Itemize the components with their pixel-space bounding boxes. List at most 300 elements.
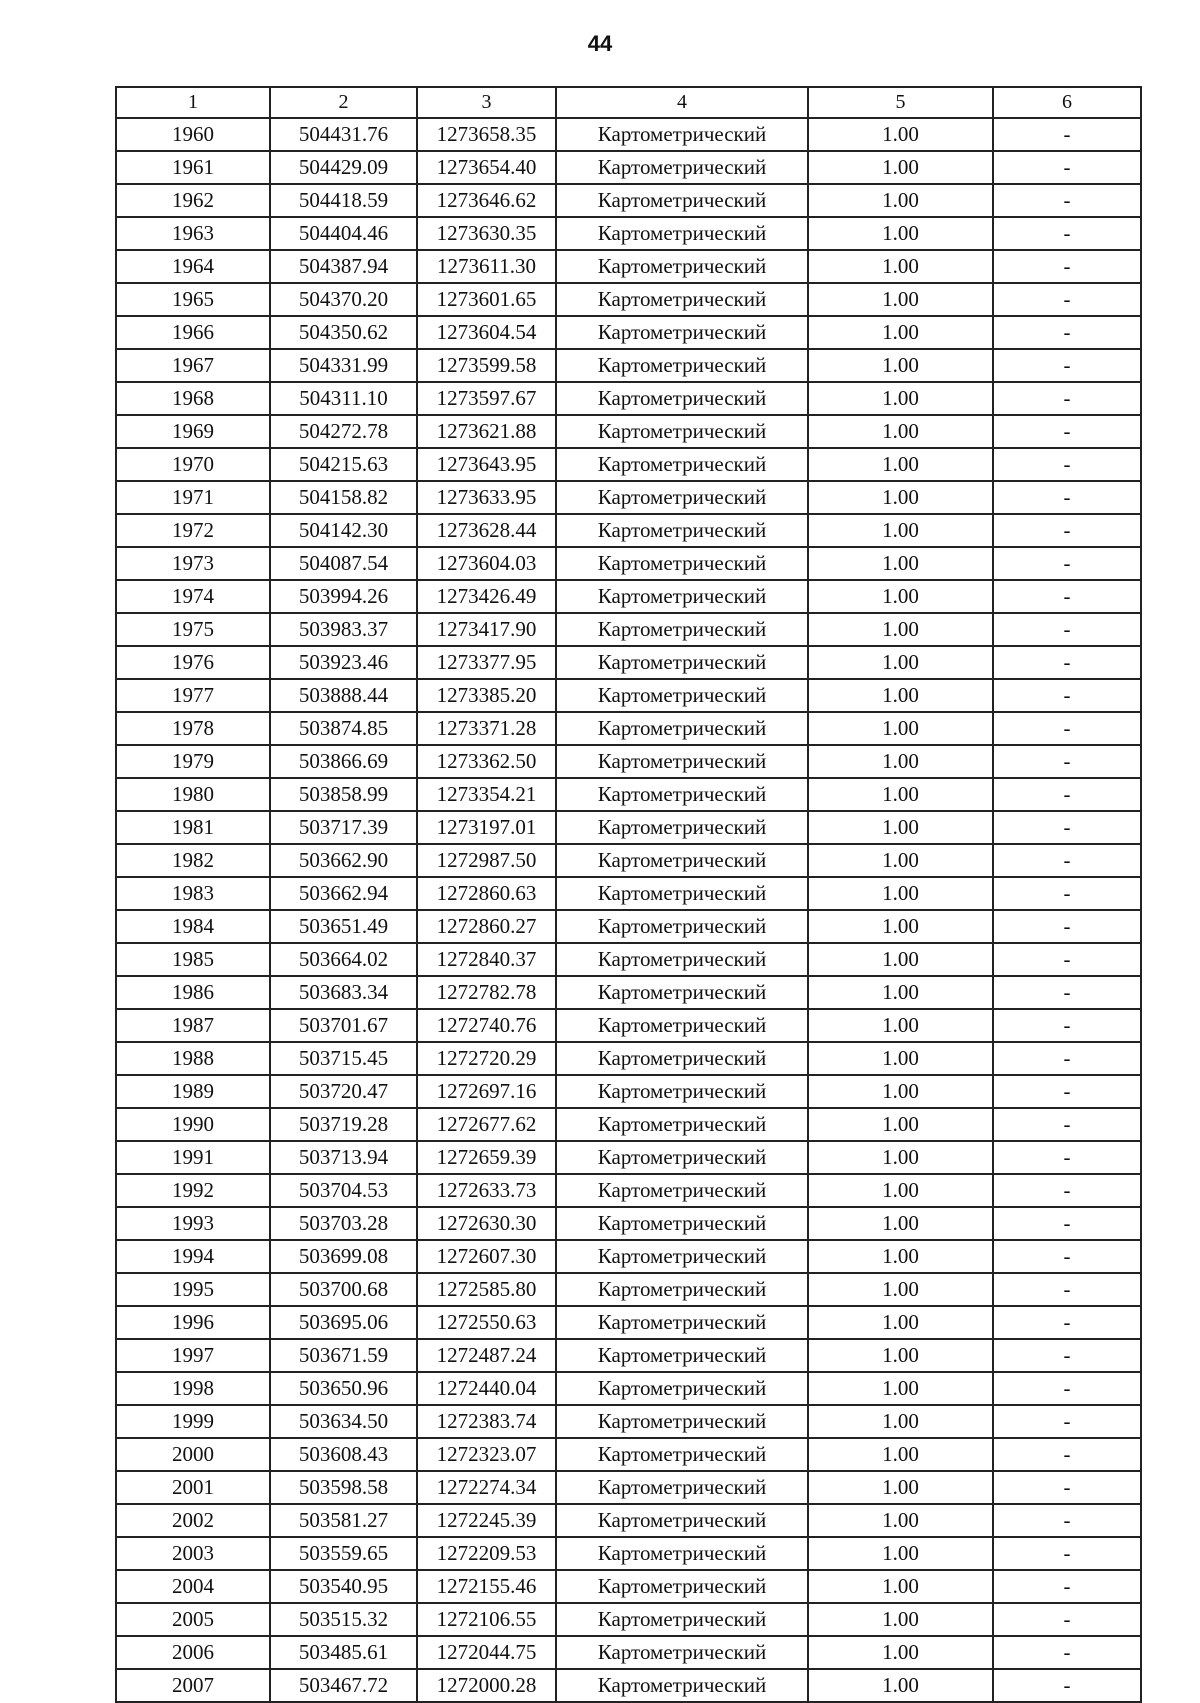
table-row: [116, 514, 1141, 547]
method-cell: Картометрический: [556, 1603, 808, 1636]
description-cell: -: [993, 283, 1141, 316]
table-row: [116, 613, 1141, 646]
y-coordinate-cell: 1272000.28: [417, 1669, 556, 1702]
accuracy-cell: 1.00: [808, 844, 993, 877]
x-coordinate-cell: 504350.62: [270, 316, 417, 349]
point-number-cell: 1999: [116, 1405, 270, 1438]
y-coordinate-cell: 1272550.63: [417, 1306, 556, 1339]
table-row: [116, 1108, 1141, 1141]
accuracy-cell: 1.00: [808, 1339, 993, 1372]
table-row: [116, 382, 1141, 415]
page-number: 44: [587, 31, 613, 56]
accuracy-cell: 1.00: [808, 1273, 993, 1306]
table-row: [116, 1174, 1141, 1207]
description-cell: -: [993, 1207, 1141, 1240]
point-number-cell: 2005: [116, 1603, 270, 1636]
table-row: [116, 1306, 1141, 1339]
table-row: [116, 250, 1141, 283]
point-number-cell: 1987: [116, 1009, 270, 1042]
description-cell: -: [993, 1174, 1141, 1207]
y-coordinate-cell: 1272323.07: [417, 1438, 556, 1471]
description-cell: -: [993, 877, 1141, 910]
y-coordinate-cell: 1273417.90: [417, 613, 556, 646]
description-cell: -: [993, 1108, 1141, 1141]
table-row: [116, 1570, 1141, 1603]
method-cell: Картометрический: [556, 1636, 808, 1669]
table-header: [116, 87, 1141, 118]
point-number-cell: 1977: [116, 679, 270, 712]
accuracy-cell: 1.00: [808, 646, 993, 679]
point-number-cell: 1963: [116, 217, 270, 250]
accuracy-cell: 1.00: [808, 1636, 993, 1669]
point-number-cell: 1988: [116, 1042, 270, 1075]
y-coordinate-cell: 1272487.24: [417, 1339, 556, 1372]
point-number-cell: 2000: [116, 1438, 270, 1471]
table-row: [116, 1240, 1141, 1273]
table-row: [116, 877, 1141, 910]
accuracy-cell: 1.00: [808, 1603, 993, 1636]
y-coordinate-cell: 1272860.27: [417, 910, 556, 943]
method-cell: Картометрический: [556, 415, 808, 448]
accuracy-cell: 1.00: [808, 1009, 993, 1042]
point-number-cell: 1973: [116, 547, 270, 580]
description-cell: -: [993, 1603, 1141, 1636]
accuracy-cell: 1.00: [808, 382, 993, 415]
method-cell: Картометрический: [556, 811, 808, 844]
point-number-cell: 1961: [116, 151, 270, 184]
x-coordinate-cell: 503719.28: [270, 1108, 417, 1141]
accuracy-cell: 1.00: [808, 745, 993, 778]
method-cell: Картометрический: [556, 1141, 808, 1174]
table-row: [116, 910, 1141, 943]
description-cell: -: [993, 481, 1141, 514]
x-coordinate-cell: 503485.61: [270, 1636, 417, 1669]
y-coordinate-cell: 1272440.04: [417, 1372, 556, 1405]
point-number-cell: 1992: [116, 1174, 270, 1207]
method-cell: Картометрический: [556, 646, 808, 679]
table-row: [116, 811, 1141, 844]
description-cell: -: [993, 547, 1141, 580]
method-cell: Картометрический: [556, 514, 808, 547]
y-coordinate-cell: 1273630.35: [417, 217, 556, 250]
x-coordinate-cell: 503683.34: [270, 976, 417, 1009]
column-header: 5: [808, 87, 993, 118]
x-coordinate-cell: 503704.53: [270, 1174, 417, 1207]
description-cell: -: [993, 745, 1141, 778]
description-cell: -: [993, 1471, 1141, 1504]
description-cell: -: [993, 1042, 1141, 1075]
method-cell: Картометрический: [556, 844, 808, 877]
description-cell: -: [993, 811, 1141, 844]
y-coordinate-cell: 1272155.46: [417, 1570, 556, 1603]
point-number-cell: 1997: [116, 1339, 270, 1372]
table-row: [116, 184, 1141, 217]
method-cell: Картометрический: [556, 1339, 808, 1372]
y-coordinate-cell: 1272659.39: [417, 1141, 556, 1174]
table-row: [116, 283, 1141, 316]
table-row: [116, 976, 1141, 1009]
column-header: 4: [556, 87, 808, 118]
accuracy-cell: 1.00: [808, 1240, 993, 1273]
x-coordinate-cell: 503715.45: [270, 1042, 417, 1075]
point-number-cell: 1995: [116, 1273, 270, 1306]
method-cell: Картометрический: [556, 1504, 808, 1537]
x-coordinate-cell: 503598.58: [270, 1471, 417, 1504]
table-row: [116, 1636, 1141, 1669]
point-number-cell: 1968: [116, 382, 270, 415]
point-number-cell: 1966: [116, 316, 270, 349]
point-number-cell: 1975: [116, 613, 270, 646]
point-number-cell: 1980: [116, 778, 270, 811]
accuracy-cell: 1.00: [808, 1471, 993, 1504]
x-coordinate-cell: 503923.46: [270, 646, 417, 679]
x-coordinate-cell: 504418.59: [270, 184, 417, 217]
accuracy-cell: 1.00: [808, 1537, 993, 1570]
description-cell: -: [993, 1537, 1141, 1570]
method-cell: Картометрический: [556, 547, 808, 580]
table-row: [116, 1603, 1141, 1636]
y-coordinate-cell: 1273633.95: [417, 481, 556, 514]
method-cell: Картометрический: [556, 1306, 808, 1339]
point-number-cell: 1960: [116, 118, 270, 151]
y-coordinate-cell: 1272274.34: [417, 1471, 556, 1504]
table-row: [116, 1009, 1141, 1042]
x-coordinate-cell: 503700.68: [270, 1273, 417, 1306]
description-cell: -: [993, 712, 1141, 745]
point-number-cell: 1994: [116, 1240, 270, 1273]
method-cell: Картометрический: [556, 1438, 808, 1471]
x-coordinate-cell: 504431.76: [270, 118, 417, 151]
y-coordinate-cell: 1273628.44: [417, 514, 556, 547]
y-coordinate-cell: 1272782.78: [417, 976, 556, 1009]
y-coordinate-cell: 1273362.50: [417, 745, 556, 778]
x-coordinate-cell: 503695.06: [270, 1306, 417, 1339]
accuracy-cell: 1.00: [808, 217, 993, 250]
y-coordinate-cell: 1273604.54: [417, 316, 556, 349]
method-cell: Картометрический: [556, 580, 808, 613]
point-number-cell: 1967: [116, 349, 270, 382]
point-number-cell: 1969: [116, 415, 270, 448]
accuracy-cell: 1.00: [808, 1207, 993, 1240]
y-coordinate-cell: 1273197.01: [417, 811, 556, 844]
x-coordinate-cell: 503651.49: [270, 910, 417, 943]
table-row: [116, 1372, 1141, 1405]
point-number-cell: 2004: [116, 1570, 270, 1603]
coordinates-table: [115, 86, 1142, 1703]
accuracy-cell: 1.00: [808, 448, 993, 481]
table-row: [116, 547, 1141, 580]
x-coordinate-cell: 503540.95: [270, 1570, 417, 1603]
accuracy-cell: 1.00: [808, 316, 993, 349]
method-cell: Картометрический: [556, 1669, 808, 1702]
description-cell: -: [993, 349, 1141, 382]
accuracy-cell: 1.00: [808, 547, 993, 580]
x-coordinate-cell: 504272.78: [270, 415, 417, 448]
method-cell: Картометрический: [556, 943, 808, 976]
accuracy-cell: 1.00: [808, 580, 993, 613]
description-cell: -: [993, 316, 1141, 349]
accuracy-cell: 1.00: [808, 151, 993, 184]
description-cell: -: [993, 1570, 1141, 1603]
description-cell: -: [993, 1405, 1141, 1438]
point-number-cell: 1965: [116, 283, 270, 316]
method-cell: Картометрический: [556, 1009, 808, 1042]
table-body: [116, 118, 1141, 1702]
point-number-cell: 1996: [116, 1306, 270, 1339]
method-cell: Картометрический: [556, 118, 808, 151]
accuracy-cell: 1.00: [808, 910, 993, 943]
table-row: [116, 679, 1141, 712]
y-coordinate-cell: 1272106.55: [417, 1603, 556, 1636]
x-coordinate-cell: 504158.82: [270, 481, 417, 514]
y-coordinate-cell: 1273604.03: [417, 547, 556, 580]
y-coordinate-cell: 1272840.37: [417, 943, 556, 976]
point-number-cell: 1981: [116, 811, 270, 844]
y-coordinate-cell: 1273658.35: [417, 118, 556, 151]
table-row: [116, 448, 1141, 481]
point-number-cell: 1989: [116, 1075, 270, 1108]
y-coordinate-cell: 1273377.95: [417, 646, 556, 679]
accuracy-cell: 1.00: [808, 481, 993, 514]
y-coordinate-cell: 1272860.63: [417, 877, 556, 910]
method-cell: Картометрический: [556, 1537, 808, 1570]
table-row: [116, 316, 1141, 349]
method-cell: Картометрический: [556, 481, 808, 514]
x-coordinate-cell: 503874.85: [270, 712, 417, 745]
y-coordinate-cell: 1273597.67: [417, 382, 556, 415]
x-coordinate-cell: 504331.99: [270, 349, 417, 382]
x-coordinate-cell: 503467.72: [270, 1669, 417, 1702]
table-row: [116, 646, 1141, 679]
point-number-cell: 1986: [116, 976, 270, 1009]
point-number-cell: 1990: [116, 1108, 270, 1141]
y-coordinate-cell: 1272044.75: [417, 1636, 556, 1669]
point-number-cell: 1970: [116, 448, 270, 481]
x-coordinate-cell: 503701.67: [270, 1009, 417, 1042]
x-coordinate-cell: 503858.99: [270, 778, 417, 811]
method-cell: Картометрический: [556, 1207, 808, 1240]
header-row: [116, 87, 1141, 118]
accuracy-cell: 1.00: [808, 283, 993, 316]
x-coordinate-cell: 504142.30: [270, 514, 417, 547]
method-cell: Картометрический: [556, 349, 808, 382]
table-row: [116, 118, 1141, 151]
y-coordinate-cell: 1272607.30: [417, 1240, 556, 1273]
x-coordinate-cell: 503717.39: [270, 811, 417, 844]
y-coordinate-cell: 1273426.49: [417, 580, 556, 613]
method-cell: Картометрический: [556, 1174, 808, 1207]
description-cell: -: [993, 118, 1141, 151]
description-cell: -: [993, 613, 1141, 646]
method-cell: Картометрический: [556, 1042, 808, 1075]
table-row: [116, 1537, 1141, 1570]
y-coordinate-cell: 1273385.20: [417, 679, 556, 712]
description-cell: -: [993, 1669, 1141, 1702]
point-number-cell: 1976: [116, 646, 270, 679]
table-row: [116, 1669, 1141, 1702]
point-number-cell: 1978: [116, 712, 270, 745]
accuracy-cell: 1.00: [808, 1438, 993, 1471]
point-number-cell: 1964: [116, 250, 270, 283]
description-cell: -: [993, 1240, 1141, 1273]
point-number-cell: 1984: [116, 910, 270, 943]
description-cell: -: [993, 1009, 1141, 1042]
y-coordinate-cell: 1273601.65: [417, 283, 556, 316]
description-cell: -: [993, 151, 1141, 184]
accuracy-cell: 1.00: [808, 118, 993, 151]
column-header: 2: [270, 87, 417, 118]
point-number-cell: 2006: [116, 1636, 270, 1669]
point-number-cell: 1985: [116, 943, 270, 976]
x-coordinate-cell: 504311.10: [270, 382, 417, 415]
method-cell: Картометрический: [556, 250, 808, 283]
point-number-cell: 2002: [116, 1504, 270, 1537]
method-cell: Картометрический: [556, 745, 808, 778]
method-cell: Картометрический: [556, 1372, 808, 1405]
accuracy-cell: 1.00: [808, 613, 993, 646]
point-number-cell: 1982: [116, 844, 270, 877]
table-row: [116, 1471, 1141, 1504]
x-coordinate-cell: 503671.59: [270, 1339, 417, 1372]
point-number-cell: 1983: [116, 877, 270, 910]
x-coordinate-cell: 504404.46: [270, 217, 417, 250]
method-cell: Картометрический: [556, 712, 808, 745]
y-coordinate-cell: 1273371.28: [417, 712, 556, 745]
table-row: [116, 1405, 1141, 1438]
description-cell: -: [993, 1075, 1141, 1108]
x-coordinate-cell: 503703.28: [270, 1207, 417, 1240]
table-row: [116, 1504, 1141, 1537]
description-cell: -: [993, 250, 1141, 283]
accuracy-cell: 1.00: [808, 1405, 993, 1438]
point-number-cell: 1962: [116, 184, 270, 217]
method-cell: Картометрический: [556, 976, 808, 1009]
x-coordinate-cell: 503664.02: [270, 943, 417, 976]
point-number-cell: 1979: [116, 745, 270, 778]
accuracy-cell: 1.00: [808, 184, 993, 217]
table-row: [116, 1075, 1141, 1108]
accuracy-cell: 1.00: [808, 811, 993, 844]
accuracy-cell: 1.00: [808, 1042, 993, 1075]
x-coordinate-cell: 503608.43: [270, 1438, 417, 1471]
accuracy-cell: 1.00: [808, 679, 993, 712]
table-row: [116, 1207, 1141, 1240]
table-row: [116, 1042, 1141, 1075]
description-cell: -: [993, 184, 1141, 217]
accuracy-cell: 1.00: [808, 877, 993, 910]
description-cell: -: [993, 1438, 1141, 1471]
method-cell: Картометрический: [556, 778, 808, 811]
x-coordinate-cell: 503634.50: [270, 1405, 417, 1438]
point-number-cell: 1998: [116, 1372, 270, 1405]
y-coordinate-cell: 1272630.30: [417, 1207, 556, 1240]
table-row: [116, 745, 1141, 778]
accuracy-cell: 1.00: [808, 1108, 993, 1141]
method-cell: Картометрический: [556, 1240, 808, 1273]
description-cell: -: [993, 943, 1141, 976]
method-cell: Картометрический: [556, 382, 808, 415]
x-coordinate-cell: 503983.37: [270, 613, 417, 646]
y-coordinate-cell: 1272720.29: [417, 1042, 556, 1075]
y-coordinate-cell: 1272383.74: [417, 1405, 556, 1438]
y-coordinate-cell: 1272209.53: [417, 1537, 556, 1570]
method-cell: Картометрический: [556, 151, 808, 184]
x-coordinate-cell: 504215.63: [270, 448, 417, 481]
description-cell: -: [993, 415, 1141, 448]
accuracy-cell: 1.00: [808, 514, 993, 547]
x-coordinate-cell: 504370.20: [270, 283, 417, 316]
method-cell: Картометрический: [556, 283, 808, 316]
y-coordinate-cell: 1272633.73: [417, 1174, 556, 1207]
description-cell: -: [993, 580, 1141, 613]
y-coordinate-cell: 1272697.16: [417, 1075, 556, 1108]
table-row: [116, 778, 1141, 811]
description-cell: -: [993, 910, 1141, 943]
method-cell: Картометрический: [556, 877, 808, 910]
column-header: 6: [993, 87, 1141, 118]
accuracy-cell: 1.00: [808, 1075, 993, 1108]
table-row: [116, 712, 1141, 745]
y-coordinate-cell: 1273354.21: [417, 778, 556, 811]
y-coordinate-cell: 1272585.80: [417, 1273, 556, 1306]
description-cell: -: [993, 1141, 1141, 1174]
x-coordinate-cell: 503720.47: [270, 1075, 417, 1108]
y-coordinate-cell: 1273621.88: [417, 415, 556, 448]
point-number-cell: 1971: [116, 481, 270, 514]
table-row: [116, 580, 1141, 613]
x-coordinate-cell: 503662.94: [270, 877, 417, 910]
column-header: 1: [116, 87, 270, 118]
accuracy-cell: 1.00: [808, 349, 993, 382]
accuracy-cell: 1.00: [808, 1174, 993, 1207]
y-coordinate-cell: 1272740.76: [417, 1009, 556, 1042]
accuracy-cell: 1.00: [808, 1669, 993, 1702]
y-coordinate-cell: 1273646.62: [417, 184, 556, 217]
y-coordinate-cell: 1273611.30: [417, 250, 556, 283]
description-cell: -: [993, 382, 1141, 415]
point-number-cell: 2001: [116, 1471, 270, 1504]
point-number-cell: 1991: [116, 1141, 270, 1174]
x-coordinate-cell: 503866.69: [270, 745, 417, 778]
y-coordinate-cell: 1273599.58: [417, 349, 556, 382]
y-coordinate-cell: 1272245.39: [417, 1504, 556, 1537]
table-row: [116, 415, 1141, 448]
description-cell: -: [993, 217, 1141, 250]
method-cell: Картометрический: [556, 679, 808, 712]
column-header: 3: [417, 87, 556, 118]
accuracy-cell: 1.00: [808, 1141, 993, 1174]
method-cell: Картометрический: [556, 184, 808, 217]
table-row: [116, 943, 1141, 976]
table-row: [116, 1339, 1141, 1372]
table-row: [116, 1273, 1141, 1306]
table-row: [116, 349, 1141, 382]
method-cell: Картометрический: [556, 448, 808, 481]
method-cell: Картометрический: [556, 217, 808, 250]
description-cell: -: [993, 679, 1141, 712]
y-coordinate-cell: 1273654.40: [417, 151, 556, 184]
y-coordinate-cell: 1272987.50: [417, 844, 556, 877]
point-number-cell: 2003: [116, 1537, 270, 1570]
accuracy-cell: 1.00: [808, 1306, 993, 1339]
x-coordinate-cell: 503581.27: [270, 1504, 417, 1537]
x-coordinate-cell: 504429.09: [270, 151, 417, 184]
y-coordinate-cell: 1273643.95: [417, 448, 556, 481]
x-coordinate-cell: 504387.94: [270, 250, 417, 283]
table-row: [116, 481, 1141, 514]
table-row: [116, 1438, 1141, 1471]
x-coordinate-cell: 503650.96: [270, 1372, 417, 1405]
